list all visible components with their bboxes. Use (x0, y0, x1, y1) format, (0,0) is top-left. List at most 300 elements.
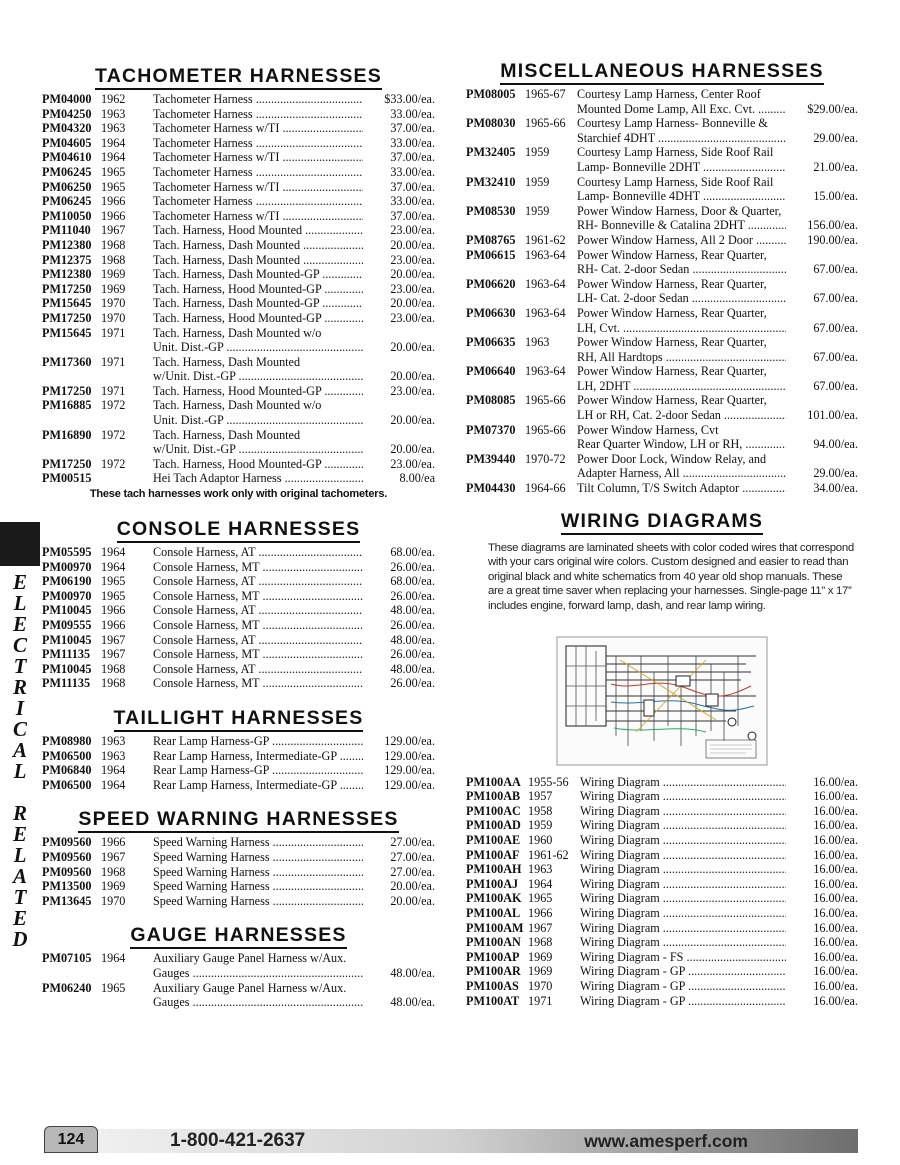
part-description: Wiring Diagram ..... (580, 891, 786, 906)
section-title: SPEED WARNING HARNESSES (42, 808, 435, 831)
sidebar-letter: E (12, 906, 27, 930)
part-number: PM08530 (466, 203, 516, 218)
part-row (42, 457, 435, 472)
part-description: Wiring Diagram ..... (580, 862, 786, 877)
part-row (42, 879, 435, 894)
part-year: 1955-56 (528, 774, 569, 789)
part-number: PM06245 (42, 194, 92, 209)
part-year: 1959 (525, 203, 550, 218)
part-number: PM17360 (42, 354, 92, 369)
part-row (466, 189, 858, 204)
part-number (466, 350, 525, 365)
part-row (466, 452, 858, 467)
part-year (525, 408, 577, 423)
part-price: $29.00/ea. (807, 101, 858, 116)
part-year (525, 379, 577, 394)
part-row (42, 428, 435, 443)
part-number: PM06640 (466, 364, 516, 379)
part-price: $33.00/ea. (384, 92, 435, 106)
part-description: Power Window Harness, Cvt (577, 422, 719, 437)
part-number (42, 369, 101, 384)
part-number: PM100AE (466, 832, 521, 847)
part-year: 1969 (528, 949, 553, 964)
part-row (42, 545, 435, 560)
part-price: 20.00/ea. (390, 413, 435, 428)
part-description: Gauges ..... (153, 966, 363, 981)
section-title: MISCELLANEOUS HARNESSES (466, 60, 858, 83)
part-price: 20.00/ea. (390, 893, 435, 908)
part-number: PM100AB (466, 789, 521, 804)
part-year (525, 437, 577, 452)
part-year (525, 350, 577, 365)
part-number: PM07105 (42, 951, 92, 966)
part-description: Tach. Harness, Dash Mounted (153, 354, 301, 369)
part-year: 1967 (101, 632, 126, 647)
part-year: 1971 (101, 354, 126, 369)
part-description: Console Harness, MT ..... (153, 647, 363, 662)
part-price (363, 981, 435, 996)
part-description: Tach. Harness, Dash Mounted w/o (153, 398, 322, 413)
part-number: PM17250 (42, 281, 92, 296)
part-description: Wiring Diagram ..... (580, 906, 786, 921)
part-price: 101.00/ea. (807, 408, 858, 423)
part-row (466, 160, 858, 175)
part-row (466, 789, 858, 804)
part-price: 16.00/ea. (813, 935, 858, 950)
part-year: 1961-62 (528, 847, 569, 862)
part-price: 33.00/ea. (390, 135, 435, 150)
part-row (42, 894, 435, 909)
part-row (42, 150, 435, 165)
part-year: 1970 (528, 978, 553, 993)
part-row (466, 277, 858, 292)
part-year: 1964 (101, 777, 126, 792)
part-price: 37.00/ea. (390, 121, 435, 136)
part-number: PM15645 (42, 325, 92, 340)
part-row (42, 662, 435, 677)
sidebar-letter: E (12, 612, 27, 636)
part-description: Console Harness, AT ..... (153, 545, 363, 560)
part-number (466, 291, 525, 306)
part-description: Speed Warning Harness ..... (153, 894, 363, 909)
part-price: 20.00/ea. (390, 296, 435, 311)
part-row (42, 384, 435, 399)
part-row (42, 296, 435, 311)
part-number: PM08030 (466, 116, 516, 131)
part-number: PM07370 (466, 422, 516, 437)
part-year: 1964-66 (525, 481, 566, 496)
part-row (466, 102, 858, 117)
part-price (786, 335, 858, 350)
part-price (786, 364, 858, 379)
part-price: 26.00/ea. (390, 618, 435, 632)
part-year: 1961-62 (525, 232, 566, 247)
part-number: PM08005 (466, 87, 516, 101)
sidebar-letter: T (13, 885, 27, 909)
part-description: Rear Quarter Window, LH or RH, ..... (577, 437, 786, 452)
part-number: PM15645 (42, 296, 92, 311)
part-price: 23.00/ea. (390, 223, 435, 238)
part-price: 67.00/ea. (813, 378, 858, 393)
part-year: 1968 (101, 864, 126, 879)
part-number: PM09555 (42, 618, 92, 632)
part-number: PM32405 (466, 145, 516, 160)
part-description: Tachometer Harness ..... (153, 92, 363, 107)
part-row (466, 423, 858, 438)
part-description: Power Window Harness, Rear Quarter, (577, 335, 767, 350)
part-year (101, 413, 153, 428)
part-number: PM05595 (42, 545, 92, 560)
part-price: 129.00/ea. (384, 748, 435, 763)
part-number: PM100AK (466, 891, 522, 906)
part-number: PM17250 (42, 383, 92, 398)
part-price: 20.00/ea. (390, 340, 435, 355)
part-description: Tachometer Harness ..... (153, 107, 363, 122)
part-year: 1968 (528, 935, 553, 950)
part-number: PM04605 (42, 135, 92, 150)
part-row (466, 364, 858, 379)
part-price: 33.00/ea. (390, 194, 435, 209)
part-year (525, 131, 577, 146)
part-description: Console Harness, AT ..... (153, 662, 363, 677)
part-description: Courtesy Lamp Harness, Center Roof (577, 87, 761, 101)
part-year: 1965 (528, 891, 553, 906)
part-row (42, 209, 435, 224)
part-row (42, 749, 435, 764)
part-number: PM06245 (42, 164, 92, 179)
part-year: 1963 (101, 106, 126, 121)
wiring-diagrams-section (466, 510, 858, 1008)
part-year: 1963-64 (525, 247, 566, 262)
part-row (466, 964, 858, 979)
part-year: 1970 (101, 296, 126, 311)
part-number (466, 379, 525, 394)
part-number (42, 966, 101, 981)
part-year: 1963 (528, 862, 553, 877)
part-price: 34.00/ea. (813, 481, 858, 496)
part-year: 1966 (101, 208, 126, 223)
part-description: Tachometer Harness ..... (153, 165, 363, 180)
part-price: 16.00/ea. (813, 876, 858, 891)
part-price: 33.00/ea. (390, 106, 435, 121)
part-description: Power Window Harness, Rear Quarter, (577, 247, 767, 262)
part-year: 1970-72 (525, 451, 566, 466)
part-year: 1969 (101, 281, 126, 296)
parts-list (42, 92, 435, 486)
part-number: PM100AJ (466, 876, 519, 891)
part-number: PM06500 (42, 777, 92, 792)
part-description: Lamp- Bonneville 4DHT ..... (577, 189, 786, 204)
part-number: PM06190 (42, 574, 92, 589)
part-year: 1971 (528, 993, 553, 1008)
part-number: PM00970 (42, 588, 92, 603)
part-description: Wiring Diagram - GP ..... (580, 964, 786, 979)
part-description: Power Window Harness, Rear Quarter, (577, 305, 767, 320)
section-title: TACHOMETER HARNESSES (42, 65, 435, 88)
sidebar-letter: E (12, 822, 27, 846)
part-year: 1963-64 (525, 305, 566, 320)
part-row (42, 560, 435, 575)
part-description: Wiring Diagram - GP ..... (580, 994, 786, 1009)
part-price (786, 175, 858, 190)
part-year: 1963 (101, 733, 126, 748)
part-number (42, 340, 101, 355)
part-price: 33.00/ea. (390, 164, 435, 179)
part-row (466, 921, 858, 936)
part-year: 1964 (101, 763, 126, 778)
part-year (101, 966, 153, 981)
part-description: Console Harness, AT ..... (153, 603, 363, 618)
part-row (466, 291, 858, 306)
part-price (786, 277, 858, 292)
part-description: Rear Lamp Harness-GP ..... (153, 734, 363, 749)
part-number: PM100AC (466, 803, 521, 818)
sidebar-letter: I (15, 696, 25, 720)
part-year: 1968 (101, 676, 126, 691)
part-price (786, 116, 858, 131)
category-sidebar (0, 522, 40, 1042)
part-description: Lamp- Bonneville 2DHT ..... (577, 160, 786, 175)
part-description: Console Harness, MT ..... (153, 676, 363, 691)
part-description: Wiring Diagram ..... (580, 921, 786, 936)
part-row (466, 248, 858, 263)
part-description: Tach. Harness, Dash Mounted ..... (153, 253, 363, 268)
wiring-diagram-image (556, 636, 768, 766)
part-number: PM09560 (42, 835, 92, 850)
part-year (525, 160, 577, 175)
part-number (466, 321, 525, 336)
part-year: 1965-66 (525, 393, 566, 408)
part-price: 8.00/ea (399, 471, 435, 486)
part-number: PM04610 (42, 150, 92, 165)
part-description: Starchief 4DHT ..... (577, 131, 786, 146)
sidebar-letter: D (12, 927, 28, 951)
part-price: 37.00/ea. (390, 150, 435, 165)
part-description: Speed Warning Harness ..... (153, 850, 363, 865)
part-price: 29.00/ea. (813, 466, 858, 481)
part-year: 1967 (101, 647, 126, 662)
part-description: Tilt Column, T/S Switch Adaptor ..... (577, 481, 786, 496)
part-number (466, 102, 525, 117)
part-row (466, 204, 858, 219)
part-year: 1965-67 (525, 87, 566, 101)
part-year: 1967 (528, 920, 553, 935)
part-price (786, 204, 858, 219)
part-number: PM100AS (466, 978, 519, 993)
part-price: 20.00/ea. (390, 267, 435, 282)
part-price: 68.00/ea. (390, 574, 435, 589)
part-number: PM16890 (42, 427, 92, 442)
miscellaneous-section (466, 60, 858, 496)
part-description: Wiring Diagram ..... (580, 775, 786, 790)
part-row (466, 306, 858, 321)
part-row (42, 398, 435, 413)
part-number: PM04000 (42, 92, 92, 106)
part-year: 1963 (525, 335, 550, 350)
part-price (786, 423, 858, 438)
part-description: Wiring Diagram - GP ..... (580, 979, 786, 994)
part-description: Wiring Diagram - FS ..... (580, 950, 786, 965)
part-number: PM10045 (42, 603, 92, 618)
part-row (42, 995, 435, 1010)
section-title: WIRING DIAGRAMS (466, 510, 858, 533)
part-row (42, 413, 435, 428)
part-number (42, 995, 101, 1010)
part-description: Wiring Diagram ..... (580, 877, 786, 892)
part-number: PM32410 (466, 174, 516, 189)
part-number: PM06635 (466, 335, 516, 350)
part-row (466, 877, 858, 892)
part-year: 1958 (528, 803, 553, 818)
part-year: 1963 (101, 748, 126, 763)
part-number: PM13645 (42, 893, 92, 908)
parts-list (42, 951, 435, 1009)
part-description: Adapter Harness, All ..... (577, 466, 786, 481)
part-description: w/Unit. Dist.-GP ..... (153, 442, 363, 457)
part-number: PM06615 (466, 247, 516, 262)
part-year: 1969 (101, 879, 126, 894)
part-year: 1970 (101, 893, 126, 908)
part-row (42, 223, 435, 238)
part-price: 156.00/ea. (807, 218, 858, 233)
part-number (466, 408, 525, 423)
part-row (466, 935, 858, 950)
part-price: 27.00/ea. (390, 835, 435, 850)
part-year: 1972 (101, 427, 126, 442)
part-price: 129.00/ea. (384, 733, 435, 748)
part-year (101, 471, 153, 486)
part-price: 16.00/ea. (813, 905, 858, 920)
part-price: 37.00/ea. (390, 208, 435, 223)
part-price: 48.00/ea. (390, 965, 435, 980)
part-year (525, 262, 577, 277)
part-number: PM06500 (42, 748, 92, 763)
console-section (42, 518, 435, 691)
part-price: 16.00/ea. (813, 847, 858, 862)
part-description: Wiring Diagram ..... (580, 818, 786, 833)
speed-warning-section (42, 808, 435, 908)
part-description: Hei Tach Adaptor Harness ..... (153, 471, 363, 486)
part-description: Tachometer Harness w/TI ..... (153, 180, 363, 195)
part-year: 1966 (101, 194, 126, 209)
part-price: 23.00/ea. (390, 456, 435, 471)
part-number: PM00970 (42, 559, 92, 574)
part-price: 20.00/ea. (390, 369, 435, 384)
part-number: PM08765 (466, 232, 516, 247)
taillight-section (42, 707, 435, 792)
part-year (525, 218, 577, 233)
part-row (42, 981, 435, 996)
part-year (525, 102, 577, 117)
part-row (42, 369, 435, 384)
part-description: Console Harness, MT ..... (153, 560, 363, 575)
part-price (363, 398, 435, 413)
part-description: Tach. Harness, Hood Mounted ..... (153, 223, 363, 238)
part-price: 16.00/ea. (813, 964, 858, 979)
part-row (42, 471, 435, 486)
part-price: 16.00/ea. (813, 774, 858, 789)
part-row (42, 136, 435, 151)
sidebar-category-label (0, 572, 40, 950)
part-price: 48.00/ea. (390, 661, 435, 676)
part-row (42, 647, 435, 662)
part-year: 1967 (101, 223, 126, 238)
part-price: 16.00/ea. (813, 803, 858, 818)
part-number: PM12380 (42, 237, 92, 252)
part-row (42, 442, 435, 457)
phone-number: 1-800-421-2637 (170, 1130, 306, 1151)
page-footer (44, 1126, 858, 1153)
part-number (466, 437, 525, 452)
part-number (466, 131, 525, 146)
part-price: 26.00/ea. (390, 647, 435, 662)
section-title: TAILLIGHT HARNESSES (42, 707, 435, 730)
part-description: Power Window Harness, Door & Quarter, (577, 203, 782, 218)
part-row (42, 326, 435, 341)
part-price: 20.00/ea. (390, 879, 435, 894)
part-row (466, 116, 858, 131)
part-number: PM100AF (466, 847, 520, 862)
part-description: Gauges ..... (153, 995, 363, 1010)
part-row (42, 282, 435, 297)
part-description: Power Window Harness, All 2 Door ..... (577, 233, 786, 248)
part-row (42, 107, 435, 122)
part-year: 1963-64 (525, 364, 566, 379)
part-number (42, 413, 101, 428)
sidebar-letter: T (13, 654, 27, 678)
part-row (466, 408, 858, 423)
part-number (466, 160, 525, 175)
part-number: PM06250 (42, 179, 92, 194)
part-number: PM17250 (42, 456, 92, 471)
part-row (42, 734, 435, 749)
part-row (466, 233, 858, 248)
part-number: PM100AT (466, 993, 520, 1008)
wiring-diagram-illustration (556, 636, 768, 766)
part-description: Console Harness, MT ..... (153, 589, 363, 604)
part-number: PM04320 (42, 121, 92, 136)
part-price: 67.00/ea. (813, 291, 858, 306)
website-url[interactable]: www.amesperf.com (584, 1131, 748, 1151)
part-row (466, 775, 858, 790)
part-description: Tach. Harness, Dash Mounted-GP ..... (153, 296, 363, 311)
part-number: PM100AL (466, 905, 521, 920)
part-row (42, 238, 435, 253)
part-price: 16.00/ea. (813, 832, 858, 847)
sidebar-letter: L (13, 759, 27, 783)
part-price: 16.00/ea. (813, 920, 858, 935)
part-price (786, 452, 858, 467)
part-year: 1968 (101, 252, 126, 267)
part-description: Rear Lamp Harness, Intermediate-GP ..... (153, 749, 363, 764)
sidebar-letter (0, 782, 40, 803)
part-price: 129.00/ea. (384, 763, 435, 778)
part-row (466, 145, 858, 160)
part-row (466, 481, 858, 496)
sidebar-letter: E (12, 570, 27, 594)
part-row (42, 165, 435, 180)
part-description: Auxiliary Gauge Panel Harness w/Aux. (153, 951, 347, 966)
part-number: PM09560 (42, 864, 92, 879)
part-price (363, 326, 435, 341)
part-row (466, 131, 858, 146)
part-price: 26.00/ea. (390, 588, 435, 603)
part-year: 1964 (528, 876, 553, 891)
part-row (42, 763, 435, 778)
part-number: PM100AH (466, 862, 522, 877)
part-description: Tach. Harness, Hood Mounted-GP ..... (153, 311, 363, 326)
section-title: GAUGE HARNESSES (42, 924, 435, 947)
